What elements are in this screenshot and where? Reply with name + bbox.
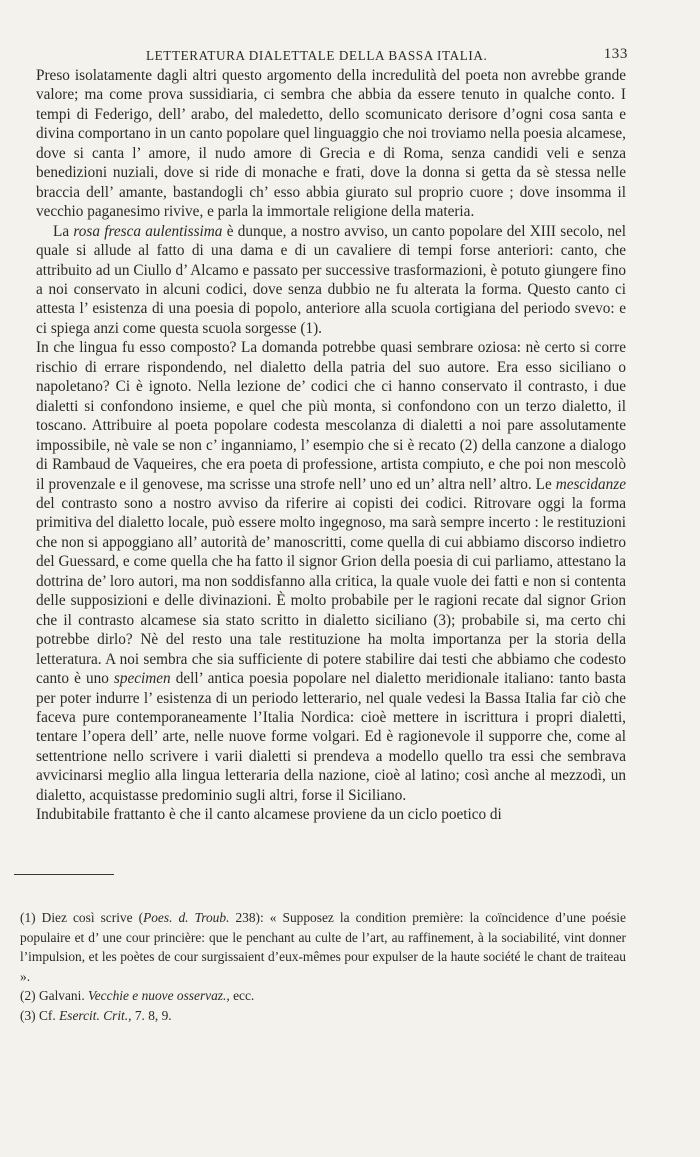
footnote-3-italic: Esercit. Crit., [59,1007,132,1023]
footnote-3-b: 7. 8, 9. [131,1007,172,1023]
footnotes [20,908,626,1026]
footnote-2 [20,986,626,1006]
footnote-3 [20,1006,626,1026]
footnote-1-a: (1) Diez così scrive ( [20,910,144,925]
footnote-1-italic: Poes. d. Troub. [143,910,230,925]
paragraph-1 [36,66,626,222]
page [36,44,626,825]
running-title: LETTERATURA DIALETTALE DELLA BASSA ITALIA. [146,48,488,63]
paragraph-3-italic-1: mescidanze [555,475,626,493]
paragraph-3-italic-2: specimen [113,670,171,688]
page-number: 133 [603,46,628,62]
paragraph-4 [36,805,626,824]
paragraph-2-rest: è dunque, a nostro avviso, un canto popolare del XIII secolo, nel quale si allude al fatto di una dama e di un cavaliere di tempi forse anteriori: canto, che attribuito ad un Ciullo d’ Alcamo e passato per successive trasformazioni, è potuto giungere fino a noi conservato in alcuni codici, dove senza dubbio ne fu alterata la forma. Questo canto ci attesta l’ esistenza di una poesia di popolo, anteriore alla scuola cortigiana del periodo svevo: e ci spiega anzi come questa scuola sorgesse (1). [36,222,627,337]
footnote-1-b: 238): « Supposez la condition première: la coïncidence d’une poésie populaire et d’ une cour princière: que le penchant au culte de l’art, au raffinement, à la sociabilité, vint donner l’impulsion, et les poètes de cour surgissaient d’eux-mêmes pour expulser de la haute société le chant de traiteau ». [20,910,626,984]
footnote-1 [20,908,626,986]
footnote-2-b: ecc. [229,988,255,1004]
paragraph-3-b: del contrasto sono a nostro avviso da riferire ai copisti dei codici. Ritrovare oggi la forma primitiva del dialetto locale, può essere molto ingegnoso, ma sarà sempre incerto : le restituzioni che non si appoggiano all’ autorità de’ manoscritti, come quella di cui abbiamo discorso indietro del Guessard, e come quella che ha fatto il signor Grion della poesia di cui parliamo, attestano la dottrina de’ loro autori, ma non soddisfanno alla critica, la quale vuole dei fatti e non si contenta delle supposizioni e delle divinazioni. È molto probabile per le ragioni recate dal signor Grion che il contrasto alcamese sia stato scritto in dialetto siciliano (3); probabile si, ma certo chi potrebbe dirlo? Nè del resto una tale restituzione ha molta importanza per la storia della letteratura. A noi sembra che sia sufficiente di potere stabilire dai testi che abbiamo che codesto canto è uno [36,494,626,688]
running-head [36,44,626,66]
paragraph-2-italic: rosa fresca aulentissima [73,222,223,240]
paragraph-3 [36,338,626,805]
paragraph-2 [36,222,626,339]
paragraph-2-intro: La [53,222,74,240]
footnote-2-a: (2) Galvani. [20,988,89,1004]
footnote-3-a: (3) Cf. [20,1007,60,1023]
footnote-2-italic: Vecchie e nuove osservaz., [88,988,230,1004]
paragraph-4-text: Indubitabile frattanto è che il canto alcamese proviene da un ciclo poetico di [36,806,502,824]
body-text [36,66,626,825]
paragraph-3-a: In che lingua fu esso composto? La domanda potrebbe quasi sembrare oziosa: nè certo si corre rischio di errare rispondendo, nel dialetto della patria del suo autore. Era esso siciliano o napoletano? Ci è ignoto. Nella lezione de’ codici che ci hanno conservato il contrasto, i due dialetti si confondono insieme, e quel che più monta, si confondono con un terzo dialetto, il toscano. Attribuire al poeta popolare codesta mescolanza di dialetti a noi pare assolutamente impossibile, nè vale se non c’ inganniamo, l’ esempio che si è recato (2) della canzone a dialogo di Rambaud de Vaqueires, che era poeta di professione, artista compiuto, e che poi non mescolò il provenzale e il genovese, ma scrisse una strofe nell’ uno ed un’ altra nell’ altro. Le [36,339,626,493]
footnote-rule [14,874,114,875]
paragraph-3-c: dell’ antica poesia popolare nel dialetto meridionale italiano: tanto basta per poter indurre l’ esistenza di un periodo letterario, nel quale vedesi la Bassa Italia far ciò che faceva pure contemporaneamente l’Italia Nordica: cioè mettere in iscrittura i propri dialetti, tentare l’opera dell’ arte, nelle nuove forme volgari. Ed è ragionevole il supporre che, come al settentrione nello scrivere i varii dialetti si prendeva a modello quello tra essi che sembrava avvicinarsi meglio alla lingua letteraria della nazione, cioè al latino; così anche al mezzodì, un dialetto, acquistasse predominio sugli altri, forse il Siciliano. [36,670,627,804]
paragraph-1-text: Preso isolatamente dagli altri questo argomento della incredulità del poeta non avrebbe grande valore; ma come prova sussidiaria, ci sembra che abbia da essere tenuto in qualche conto. I tempi di Federigo, dell’ arabo, del maledetto, dello scomunicato derisore d’ogni cosa santa e divina comportano in un canto popolare quel linguaggio che noi troviamo nella poesia alcamese, dove si canta l’ amore, il nudo amore di Grecia e di Roma, senza candidi veli e senza benedizioni nuziali, dove si ride di monache e frati, dove la donna si getta da sè stessa nelle braccia dell’ amante, bastandogli ch’ esso abbia giurato sul proprio cuore ; dove insomma il vecchio paganesimo rivive, e parla la immortale religione della materia. [36,67,626,221]
